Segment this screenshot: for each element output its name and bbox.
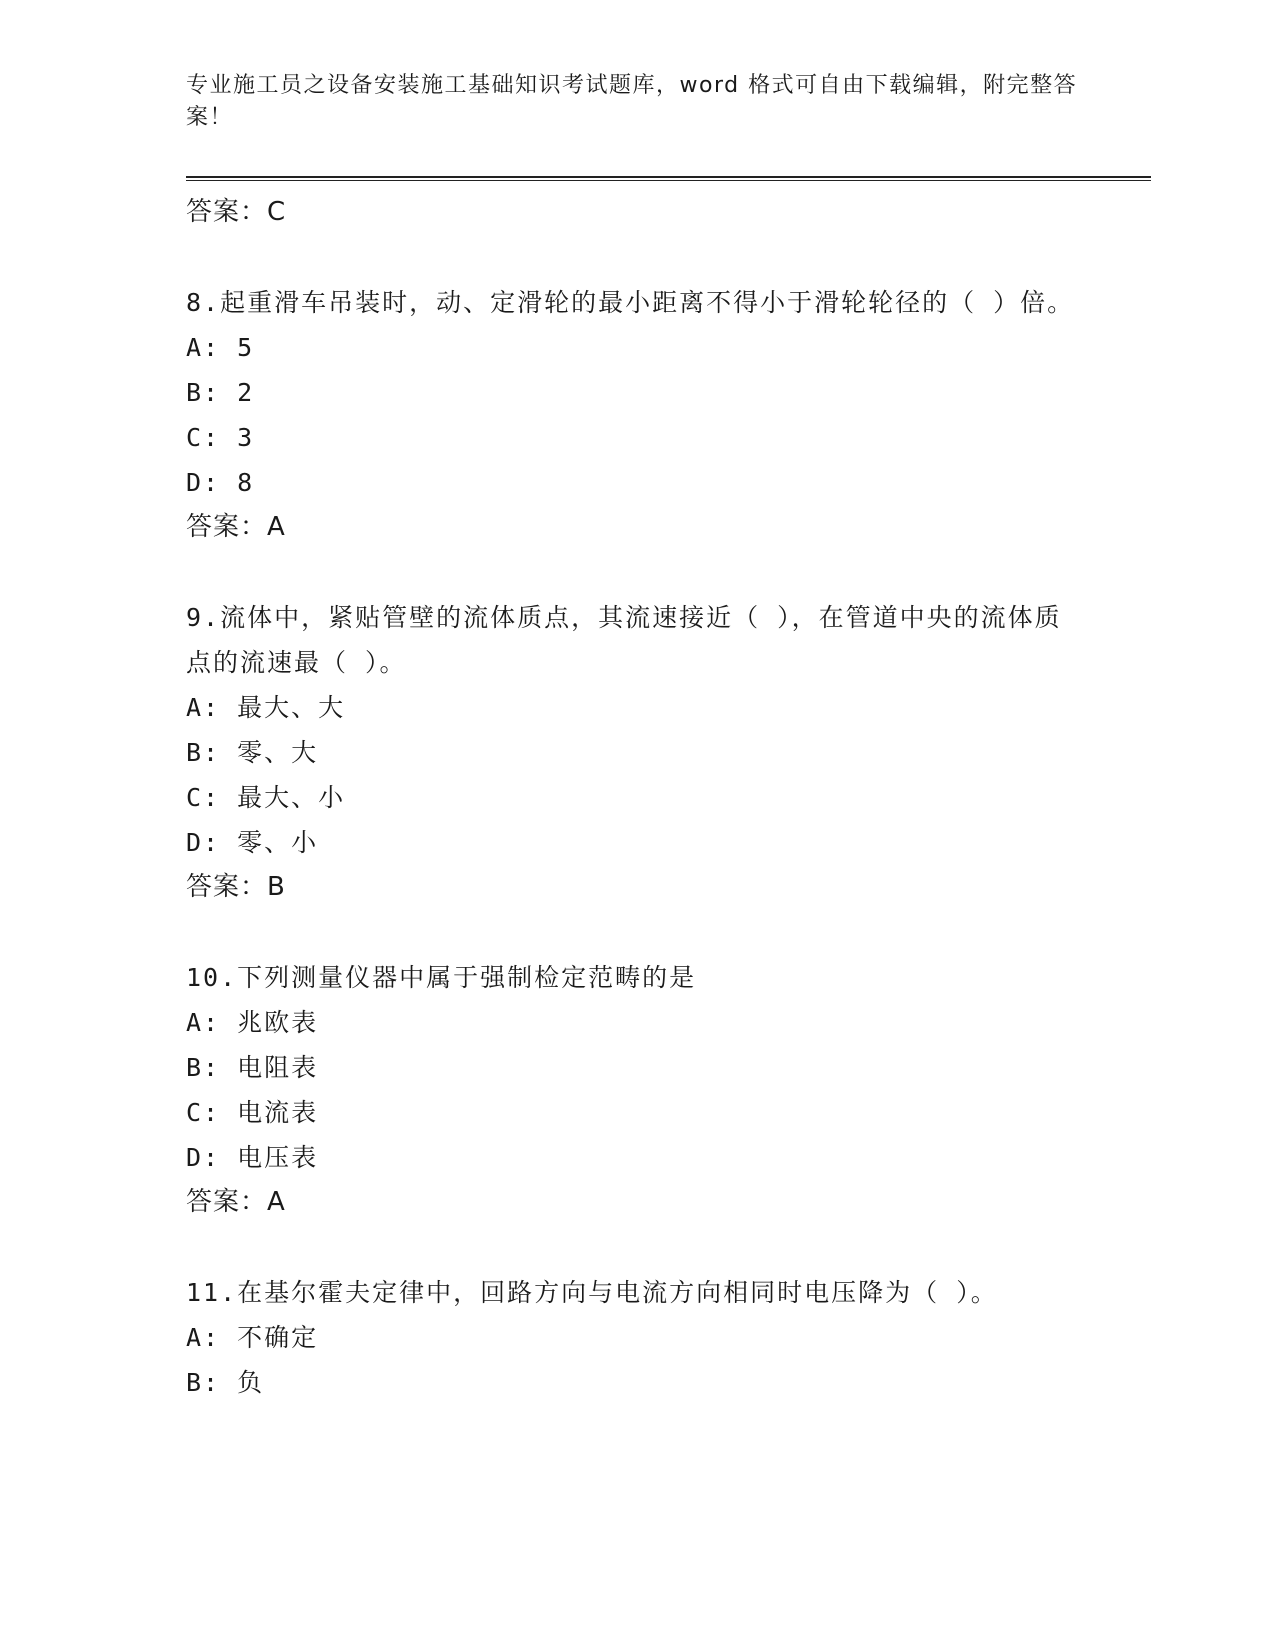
document-header: 专业施工员之设备安装施工基础知识考试题库，word 格式可自由下载编辑，附完整答案！ (186, 73, 1078, 130)
answer-line: 答案：A (186, 1187, 286, 1217)
question-block (186, 280, 1086, 550)
question-stem: 11.在基尔霍夫定律中，回路方向与电流方向相同时电压降为（ ）。 (186, 1278, 998, 1307)
option-b: B: 电阻表 (186, 1053, 319, 1082)
question-block (186, 595, 1086, 910)
option-d: D: 零、小 (186, 828, 319, 857)
answer-line: 答案：A (186, 512, 286, 542)
spacer (186, 910, 1086, 955)
spacer (186, 235, 1086, 280)
header-divider (186, 176, 1151, 181)
option-a: A: 5 (186, 333, 255, 362)
answer-line: 答案：C (186, 197, 287, 227)
option-c: C: 3 (186, 423, 255, 452)
option-d: D: 8 (186, 468, 255, 497)
option-d: D: 电压表 (186, 1143, 319, 1172)
question-stem: 9.流体中，紧贴管壁的流体质点，其流速接近（ ），在管道中央的流体质点的流速最（ ）。 (186, 603, 1062, 677)
option-b: B: 负 (186, 1368, 265, 1397)
question-stem: 10.下列测量仪器中属于强制检定范畴的是 (186, 963, 697, 992)
option-c: C: 最大、小 (186, 783, 346, 812)
spacer (186, 550, 1086, 595)
spacer (186, 1225, 1086, 1270)
question-block (186, 955, 1086, 1225)
question-stem: 8.起重滑车吊装时，动、定滑轮的最小距离不得小于滑轮轮径的（ ）倍。 (186, 288, 1075, 317)
option-a: A: 最大、大 (186, 693, 346, 722)
option-a: A: 不确定 (186, 1323, 319, 1352)
option-c: C: 电流表 (186, 1098, 319, 1127)
option-b: B: 2 (186, 378, 255, 407)
option-b: B: 零、大 (186, 738, 319, 767)
answer-line: 答案：B (186, 872, 286, 902)
question-content (186, 190, 1086, 1405)
question-block (186, 1270, 1086, 1405)
option-a: A: 兆欧表 (186, 1008, 319, 1037)
